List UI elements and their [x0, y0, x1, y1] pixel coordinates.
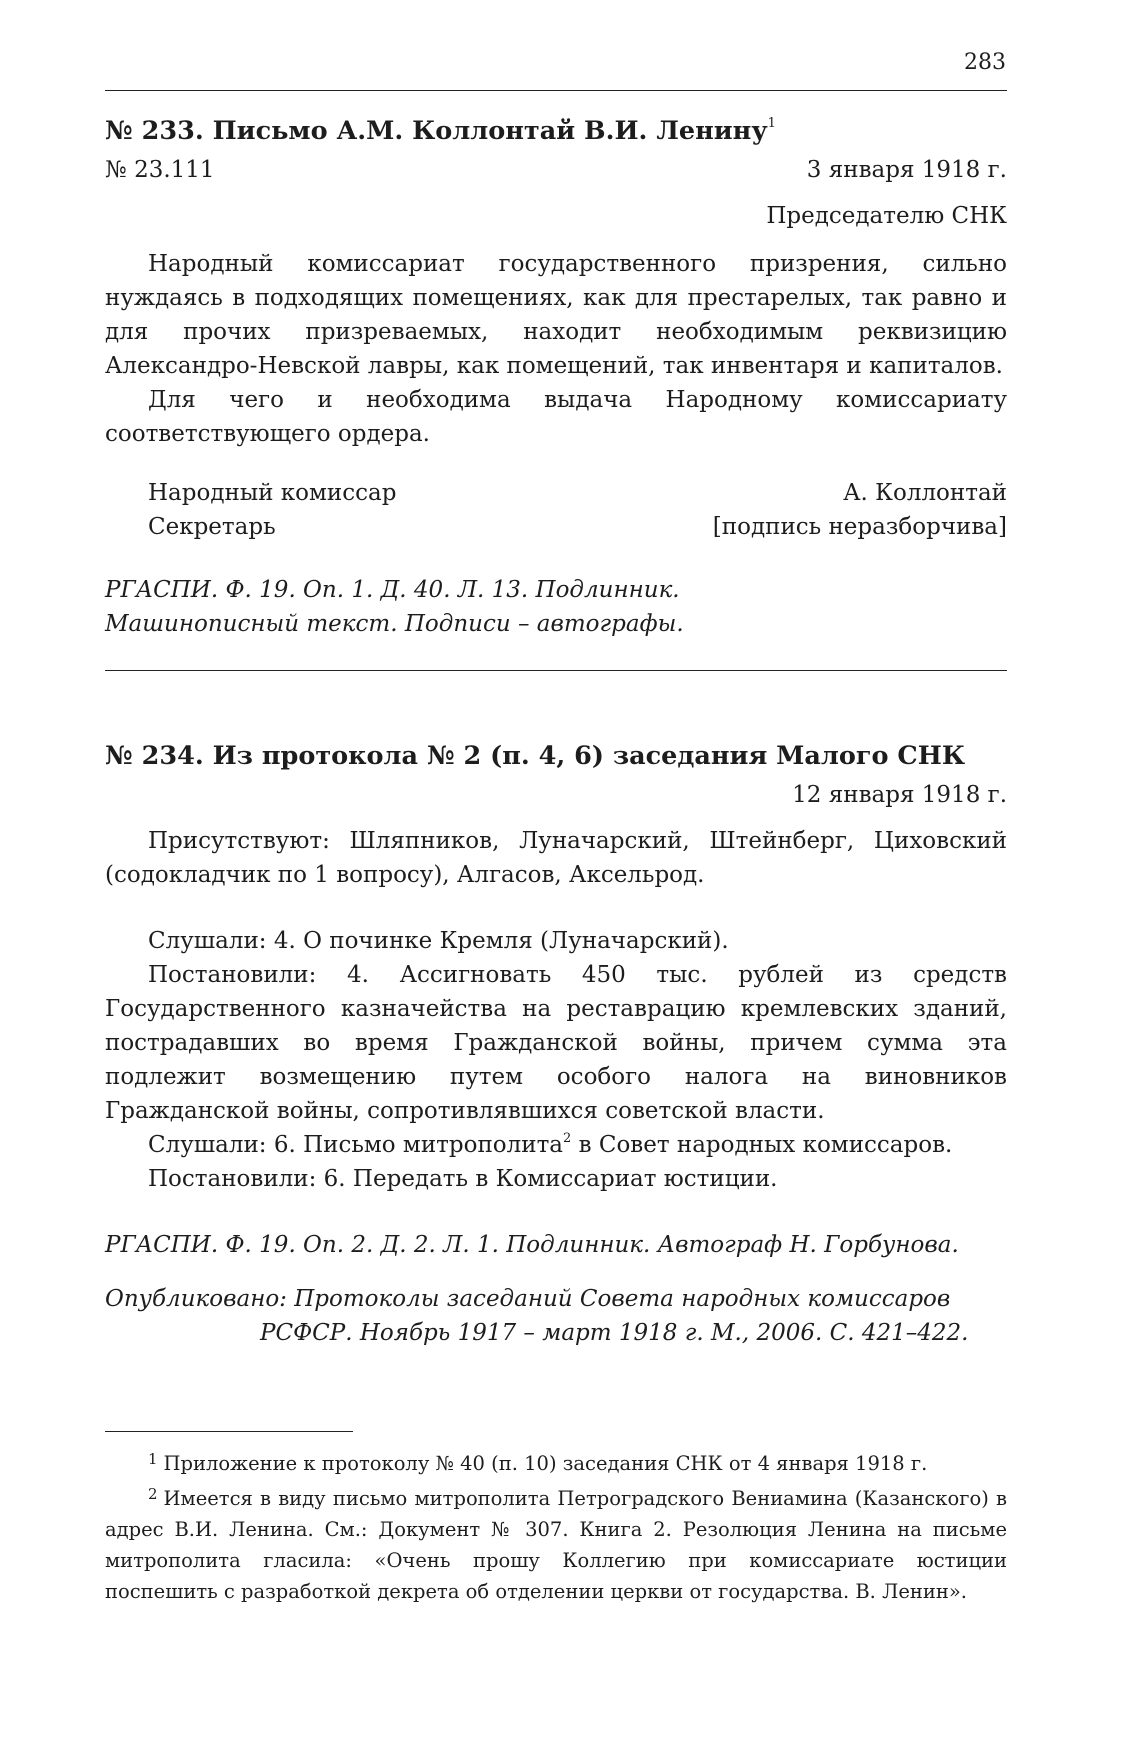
document-234-present: Присутствуют: Шляпников, Луначарский, Штейнберг, Циховский (содокладчик по 1 вопросу), Алгасов, Аксельрод. — [105, 828, 1007, 888]
signature-name: [подпись неразборчива] — [712, 514, 1007, 540]
footnote-ref-2[interactable]: 2 — [563, 1131, 572, 1146]
header-rule — [105, 90, 1007, 91]
minutes-resolved: Постановили: 4. Ассигновать 450 тыс. рублей из средств Государственного казначейства на реставрацию кремлевских зданий, пострадавших во время Гражданской войны, причем сумма эта подлежит возмещению путем особого налога на виновников Гражданской войны, сопротивлявшихся советской власти. — [105, 962, 1007, 1124]
minutes-heard: Слушали: 6. Письмо митрополита$^2$ в Совет народных комиссаров. — [148, 1131, 953, 1158]
document-233-body — [105, 247, 1007, 451]
minutes-heard: Слушали: 4. О починке Кремля (Луначарский). — [148, 928, 729, 954]
document-233-paragraph: Народный комиссариат государственного призрения, сильно нуждаясь в подходящих помещениях, как для престарелых, так равно и для прочих призреваемых, находит необходимым реквизицию Александро-Невской лавры, как помещений, так инвентаря и капиталов. — [105, 251, 1007, 379]
document-234-title: № 234. Из протокола № 2 (п. 4, 6) заседания Малого СНК — [105, 741, 966, 771]
source-line: Машинописный текст. Подписи – автографы. — [105, 611, 684, 637]
footnote-rule — [105, 1431, 353, 1432]
footnote-mark: 2 — [148, 1485, 158, 1503]
footnote-ref-1[interactable]: 1 — [767, 116, 776, 131]
document-233-number: № 233. — [105, 116, 204, 146]
signature-row — [105, 510, 1007, 544]
document-234-source: РГАСПИ. Ф. 19. Оп. 2. Д. 2. Л. 1. Подлинник. Автограф Н. Горбунова. — [105, 1232, 959, 1258]
document-233-paragraph: Для чего и необходима выдача Народному комиссариату соответствующего ордера. — [105, 387, 1007, 447]
signature-name: А. Коллонтай — [843, 480, 1007, 506]
footnote-mark: 1 — [148, 1450, 158, 1468]
signature-role: Народный комиссар — [148, 480, 397, 506]
document-234-date: 12 января 1918 г. — [792, 782, 1007, 808]
published-line: РСФСР. Ноябрь 1917 – март 1918 г. М., 2006. С. 421–422. — [260, 1320, 969, 1346]
footnote-text: Имеется в виду письмо митрополита Петроградского Вениамина (Казанского) в адрес В.И. Ленина. См.: Документ № 307. Книга 2. Резолюция Ленина на письме митрополита гласила: «Очень прошу Коллегию при комиссариате юстиции поспешить с разработкой декрета об отделении церкви от государства. В. Ленин». — [105, 1487, 1007, 1603]
document-234 — [105, 738, 1007, 1350]
document-233-source — [105, 573, 1007, 641]
signature-role: Секретарь — [148, 514, 276, 540]
published-line: Опубликовано: Протоколы заседаний Совета народных комиссаров — [105, 1286, 951, 1312]
page-number: 283 — [964, 50, 1006, 75]
document-233-ref: № 23.111 — [105, 157, 215, 183]
minutes-resolved: Постановили: 6. Передать в Комиссариат юстиции. — [148, 1166, 778, 1192]
footnote-text: Приложение к протоколу № 40 (п. 10) заседания СНК от 4 января 1918 г. — [163, 1452, 928, 1475]
section-divider — [105, 670, 1007, 671]
footnote — [105, 1444, 1007, 1479]
document-233-heading: Письмо А.М. Коллонтай В.И. Ленину — [212, 116, 768, 146]
document-233-title — [105, 106, 1007, 149]
footnote — [105, 1479, 1007, 1607]
document-234-minutes — [105, 924, 1007, 1196]
document-234-published — [105, 1282, 1007, 1350]
document-233-meta — [105, 153, 1007, 187]
signature-row — [105, 476, 1007, 510]
document-233-date: 3 января 1918 г. — [806, 157, 1007, 183]
document-233 — [105, 106, 1007, 641]
document-233-signatures — [105, 476, 1007, 544]
footnotes — [105, 1444, 1007, 1607]
source-line: РГАСПИ. Ф. 19. Оп. 1. Д. 40. Л. 13. Подлинник. — [105, 577, 680, 603]
document-233-addressee: Председателю СНК — [766, 203, 1007, 229]
